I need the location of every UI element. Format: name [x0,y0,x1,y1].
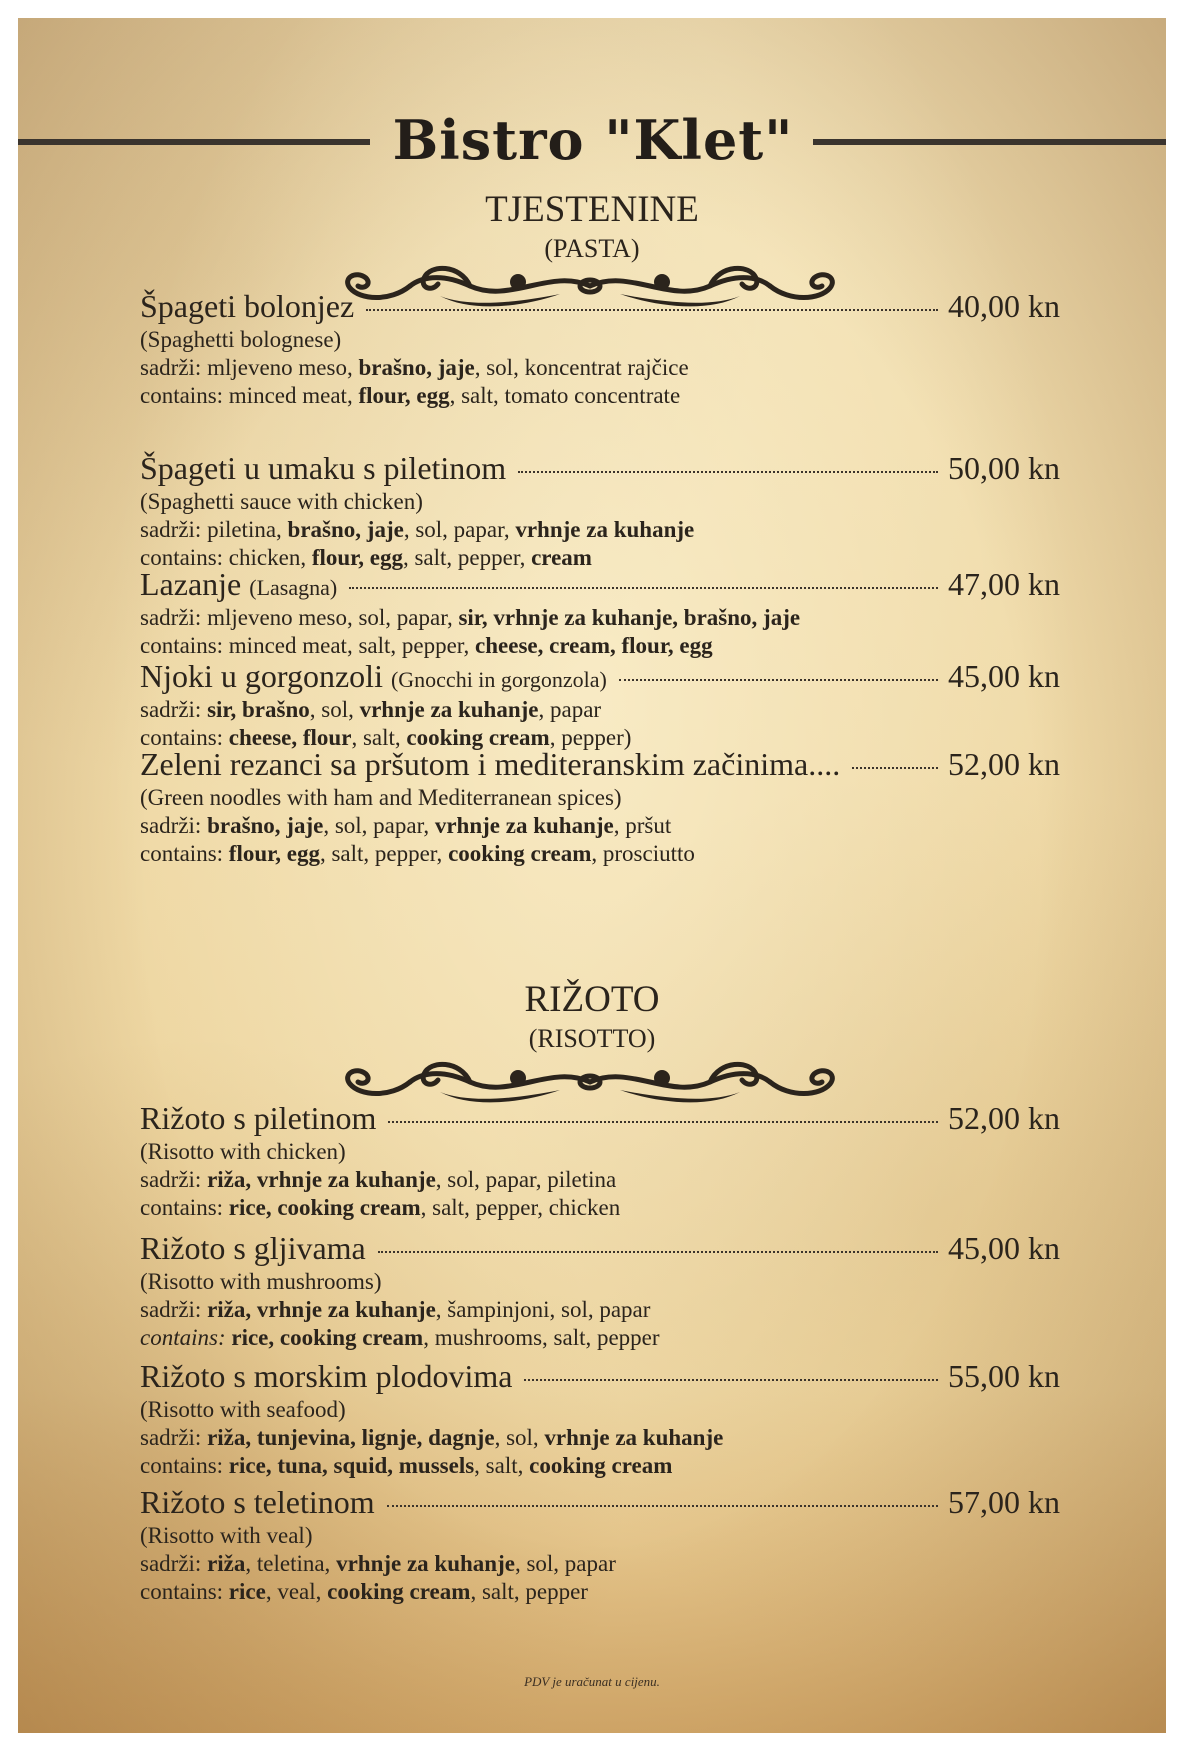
ingredient: mljeveno meso, sol, papar, [201,605,459,630]
ingredient: , mushrooms, salt, pepper [423,1325,660,1350]
menu-item [140,1230,1060,1352]
dot-leader [378,1251,938,1253]
menu-item [140,450,1060,572]
item-name: Špageti u umaku s piletinom [140,450,507,486]
allergen: brašno, jaje [207,813,324,838]
ingredient: minced meat, salt, pepper, [223,633,476,658]
ingredient: mljeveno meso, [201,355,359,380]
ingredient: , salt, [474,1453,530,1478]
ingredient: , salt, pepper, chicken [420,1195,621,1220]
item-line [140,658,1060,696]
menu-item [140,658,1060,752]
item-name: Lazanje [140,566,242,602]
ingredients-hr [140,1296,1060,1324]
item-line [140,1358,1060,1396]
item-line [140,566,1060,604]
ingredients-label: contains: [140,383,224,408]
menu-item [140,288,1060,410]
ingredients-hr [140,812,1060,840]
ingredients-hr [140,604,1060,632]
allergen: riža, tunjevina, lignje, dagnje [207,1425,495,1450]
allergen: sir, vrhnje za kuhanje, brašno, jaje [458,605,801,630]
ingredients-label: contains: [140,545,224,570]
ingredients-label: contains: [140,1325,226,1350]
ingredients-label: contains: [140,1579,224,1604]
item-english: (Risotto with mushrooms) [140,1269,382,1294]
menu-item [140,1100,1060,1222]
ingredient: , pepper) [549,725,632,750]
ingredients-hr [140,1424,1060,1452]
allergen: rice [228,1579,266,1604]
ingredient: , sol, papar, [323,813,435,838]
dot-leader [349,587,938,589]
allergen: vrhnje za kuhanje [359,697,539,722]
item-price: 45,00 kn [948,1230,1060,1266]
allergen: cooking cream [529,1453,673,1478]
ingredient: , salt, pepper, [319,841,449,866]
ingredient: piletina, [201,517,288,542]
ingredients-label: sadrži: [140,1167,202,1192]
ingredient: , šampinjoni, sol, papar [435,1297,651,1322]
item-price: 50,00 kn [948,450,1060,486]
ingredients-hr [140,1166,1060,1194]
title-rule-right [813,139,1166,145]
allergen: rice, cooking cream [228,1195,421,1220]
ingredients-label: sadrži: [140,813,202,838]
dot-leader [518,471,938,473]
ingredients-label: contains: [140,725,224,750]
item-name: Špageti bolonjez [140,288,355,324]
item-price: 45,00 kn [948,658,1060,694]
ingredients-label: sadrži: [140,605,202,630]
ingredients-hr [140,516,1060,544]
item-price: 47,00 kn [948,566,1060,602]
allergen: sir, brašno [207,697,310,722]
ingredient: , sol, papar, piletina [435,1167,617,1192]
allergen: riža, vrhnje za kuhanje [207,1297,436,1322]
item-name: Zeleni rezanci sa pršutom i mediteranskim začinima.... [140,746,841,782]
allergen: cheese, flour [228,725,352,750]
item-english: (Spaghetti sauce with chicken) [140,489,423,514]
ingredient: , teletina, [245,1551,337,1576]
item-line [140,1100,1060,1138]
item-name: Rižoto s piletinom [140,1100,377,1136]
dot-leader [366,309,938,311]
item-english: (Spaghetti bolognese) [140,327,342,352]
allergen: riža, vrhnje za kuhanje [207,1167,436,1192]
ingredients-label: sadrži: [140,697,202,722]
allergen: vrhnje za kuhanje [434,813,614,838]
dot-leader [619,679,938,681]
allergen: cheese, cream, flour, egg [475,633,713,658]
allergen: cooking cream [406,725,550,750]
item-line [140,746,1060,784]
ingredients-en [140,1578,1060,1606]
allergen: rice, tuna, squid, mussels [228,1453,475,1478]
ingredient: , sol, [309,697,360,722]
ingredients-label: sadrži: [140,1297,202,1322]
ingredient: , veal, [265,1579,328,1604]
allergen: flour, egg [228,841,320,866]
ingredients-en [140,840,1060,868]
item-line [140,1230,1060,1268]
dot-leader [388,1121,938,1123]
ingredients-label: contains: [140,1195,224,1220]
item-price: 52,00 kn [948,1100,1060,1136]
ingredients-label: sadrži: [140,517,202,542]
allergen: cooking cream [448,841,592,866]
ingredients-label: contains: [140,841,224,866]
dot-leader [852,767,938,769]
allergen: rice, cooking cream [231,1325,424,1350]
section-title-risotto: RIŽOTO [524,979,660,1020]
restaurant-title: Bistro "Klet" [392,108,794,172]
allergen: brašno, jaje [287,517,404,542]
ingredients-hr [140,1550,1060,1578]
ingredients-en [140,1452,1060,1480]
item-price: 55,00 kn [948,1358,1060,1394]
menu-item [140,566,1060,660]
ingredients-en [140,382,1060,410]
item-line [140,288,1060,326]
item-english-inline: (Gnocchi in gorgonzola) [390,667,607,692]
menu-item [140,1358,1060,1480]
ingredients-en [140,632,1060,660]
ingredient: , salt, [351,725,407,750]
item-name: Rižoto s teletinom [140,1484,375,1520]
ingredient: , sol, papar, [403,517,516,542]
menu-item [140,746,1060,868]
allergen: vrhnje za kuhanje [544,1425,724,1450]
section-subtitle-pasta: (PASTA) [544,234,640,263]
dot-leader [524,1379,938,1381]
allergen: vrhnje za kuhanje [336,1551,515,1576]
item-english: (Risotto with seafood) [140,1397,346,1422]
item-english: (Green noodles with ham and Mediterranean spices) [140,785,622,810]
ingredient: minced meat, [223,383,359,408]
item-name: Rižoto s morskim plodovima [140,1358,513,1394]
ingredient: chicken, [223,545,312,570]
item-price: 40,00 kn [948,288,1060,324]
allergen: cream [531,545,592,570]
ingredient: , prosciutto [591,841,695,866]
ingredient: , sol, papar [514,1551,616,1576]
item-name: Njoki u gorgonzoli [140,658,383,694]
allergen: vrhnje za kuhanje [515,517,695,542]
ingredients-label: sadrži: [140,355,202,380]
ingredients-label: sadrži: [140,1425,202,1450]
ingredients-label: contains: [140,633,224,658]
item-price: 57,00 kn [948,1484,1060,1520]
ingredients-en [140,1194,1060,1222]
ingredient: , pršut [613,813,672,838]
allergen: flour, egg [311,545,403,570]
ingredients-label: contains: [140,1453,224,1478]
section-subtitle-risotto: (RISOTTO) [528,1024,656,1053]
header [18,110,1166,170]
dot-leader [387,1505,938,1507]
item-english: (Risotto with veal) [140,1523,313,1548]
menu-item [140,1484,1060,1606]
allergen: riža [207,1551,246,1576]
allergen: cooking cream [327,1579,471,1604]
ingredients-label: sadrži: [140,1551,202,1576]
ingredients-en [140,1324,1060,1352]
ingredient: , salt, pepper [470,1579,588,1604]
ingredient: , sol, [494,1425,545,1450]
item-price: 52,00 kn [948,746,1060,782]
allergen: brašno, jaje [358,355,475,380]
item-name: Rižoto s gljivama [140,1230,366,1266]
ingredient: , papar [538,697,602,722]
item-line [140,450,1060,488]
ingredient: , sol, koncentrat rajčice [474,355,689,380]
ingredients-hr [140,354,1060,382]
allergen: flour, egg [358,383,450,408]
ingredients-hr [140,696,1060,724]
item-english-inline: (Lasagna) [249,575,338,600]
menu-page [18,18,1166,1733]
title-rule-left [18,139,370,145]
section-title-pasta: TJESTENINE [485,189,699,230]
vat-note: PDV je uračunat u cijenu. [524,1674,660,1689]
ingredient: , salt, pepper, [402,545,532,570]
item-line [140,1484,1060,1522]
item-english: (Risotto with chicken) [140,1139,346,1164]
ingredient: , salt, tomato concentrate [449,383,681,408]
